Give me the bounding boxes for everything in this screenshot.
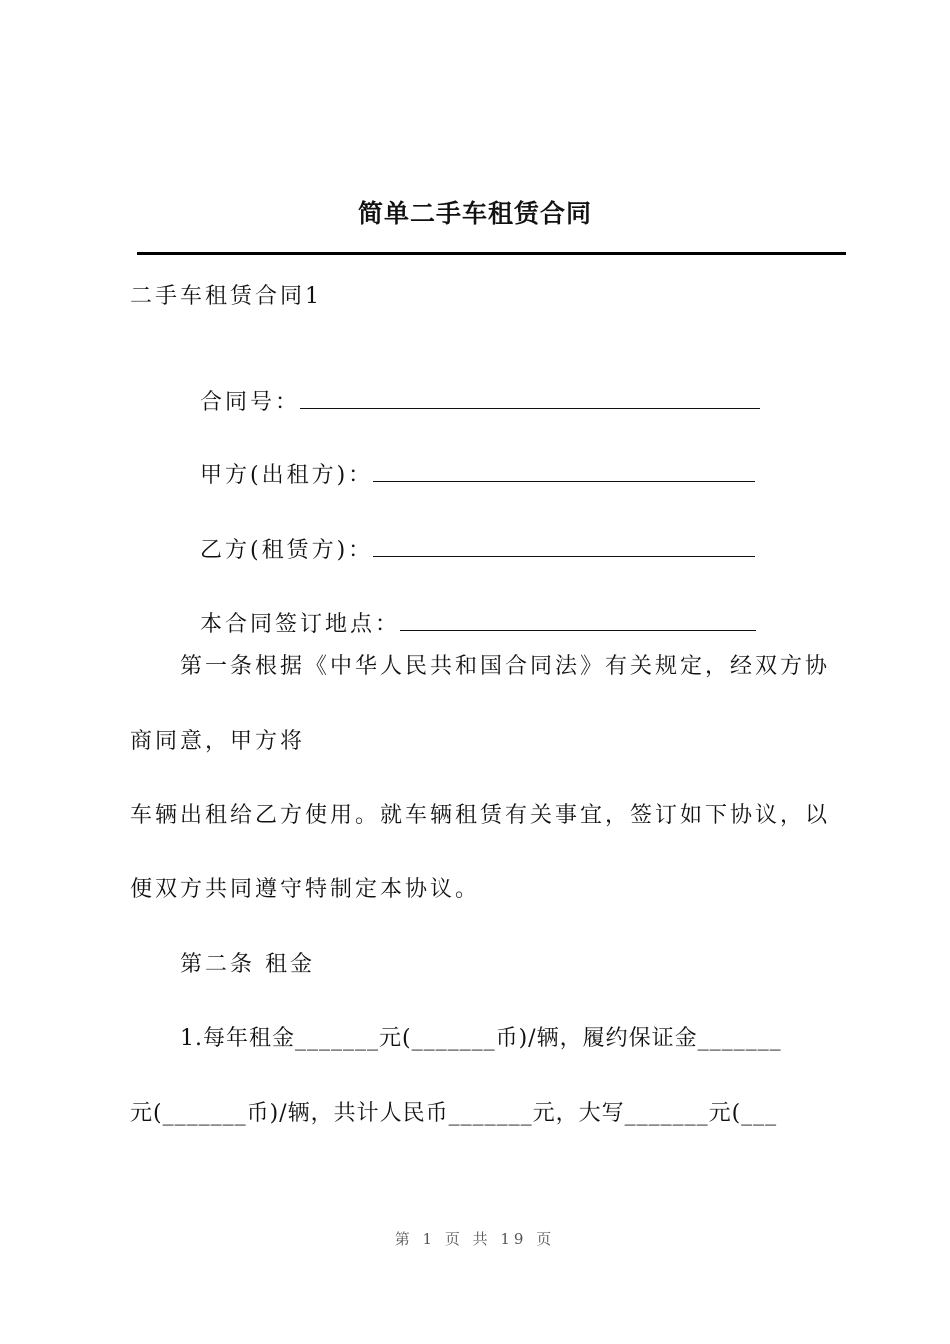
article-1-line-2: 商同意，甲方将 [130, 729, 306, 754]
party-b-label: 乙方(租赁方)： [200, 538, 374, 563]
contract-number-row [180, 354, 760, 419]
contract-number-label: 合同号： [200, 390, 301, 415]
article-1-line-1: 第一条根据《中华人民共和国合同法》有关规定，经双方协 [180, 654, 831, 679]
document-title: 简单二手车租赁合同 [357, 199, 592, 228]
party-a-blank [373, 459, 755, 482]
title-rule [137, 252, 846, 255]
article-2-title: 第二条 租金 [180, 952, 315, 977]
rent-line-1: 1.每年租金_______元(_______币)/辆，履约保证金_______ [180, 1026, 782, 1051]
signing-place-blank [400, 608, 756, 631]
article-1-line-3: 车辆出租给乙方使用。就车辆租赁有关事宜，签订如下协议，以 [130, 803, 831, 828]
party-a-label: 甲方(出租方)： [200, 463, 374, 488]
section-heading: 二手车租赁合同1 [130, 284, 322, 309]
contract-number-blank [300, 386, 760, 409]
party-a-row [180, 427, 755, 492]
page-footer: 第 1 页 共 19 页 [394, 1230, 556, 1248]
signing-place-row [180, 576, 756, 641]
article-1-line-4: 便双方共同遵守特制定本协议。 [130, 877, 481, 902]
rent-line-2: 元(_______币)/辆，共计人民币_______元，大写_______元(___ [130, 1101, 778, 1126]
signing-place-label: 本合同签订地点： [200, 612, 401, 637]
party-b-row [180, 502, 755, 567]
party-b-blank [373, 534, 755, 557]
